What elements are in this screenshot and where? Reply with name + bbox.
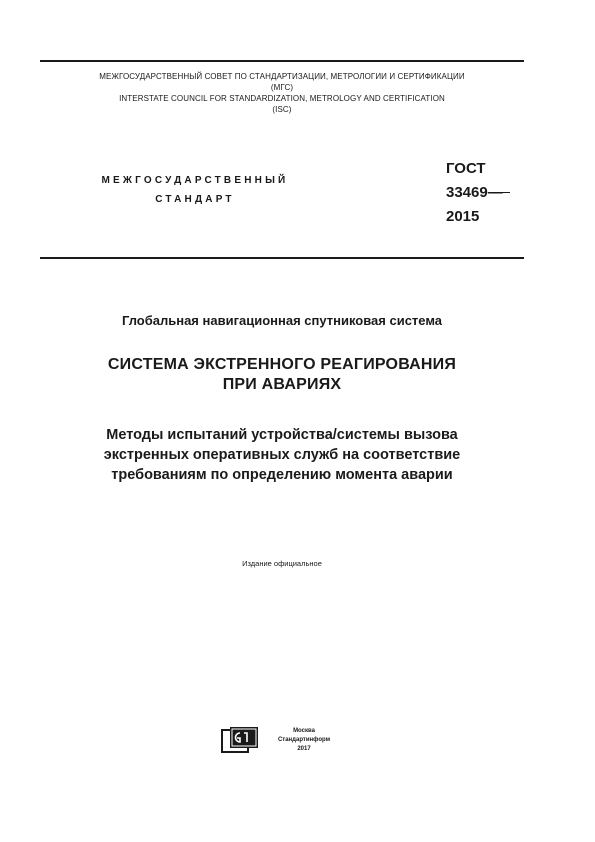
publisher-logo-icon <box>221 724 261 754</box>
gost-year: 2015 <box>446 208 480 225</box>
council-name-en: INTERSTATE COUNCIL FOR STANDARDIZATION, METROLOGY AND CERTIFICATION <box>119 94 445 103</box>
council-name-ru: МЕЖГОСУДАРСТВЕННЫЙ СОВЕТ ПО СТАНДАРТИЗАЦИИ, МЕТРОЛОГИИ И СЕРТИФИКАЦИИ <box>99 72 465 81</box>
gost-number-wrap <box>446 181 503 205</box>
publisher-imprint <box>264 727 344 754</box>
main-title <box>40 355 524 395</box>
council-header <box>40 71 524 115</box>
standard-type-line1: МЕЖГОСУДАРСТВЕННЫЙ <box>101 175 289 186</box>
publisher-year: 2017 <box>297 746 311 752</box>
council-abbr-ru: (МГС) <box>270 83 294 92</box>
gost-designation <box>446 157 503 229</box>
publisher-name: Стандартинформ <box>277 737 331 743</box>
main-title-line2: ПРИ АВАРИЯХ <box>222 376 342 393</box>
publisher-city: Москва <box>293 728 315 734</box>
standard-type-line2: СТАНДАРТ <box>155 194 235 205</box>
gost-label: ГОСТ <box>446 160 486 177</box>
gost-number <box>446 181 503 205</box>
subtitle <box>40 425 524 485</box>
subtitle-line1: Методы испытаний устройства/системы вызова <box>106 427 458 443</box>
subtitle-line3: требованиям по определению момента аварии <box>111 467 453 483</box>
standard-type <box>60 171 330 209</box>
gost-strike-line <box>490 192 510 193</box>
edition-note: Издание официальное <box>242 559 322 568</box>
general-title: Глобальная навигационная спутниковая система <box>121 313 443 328</box>
subtitle-line2: экстренных оперативных служб на соответствие <box>103 447 461 463</box>
council-abbr-en: (ISC) <box>272 105 292 114</box>
main-title-line1: СИСТЕМА ЭКСТРЕННОГО РЕАГИРОВАНИЯ <box>107 356 457 373</box>
top-rule <box>40 60 524 62</box>
middle-rule <box>40 257 524 259</box>
gost-number-text: 33469— <box>446 184 503 201</box>
